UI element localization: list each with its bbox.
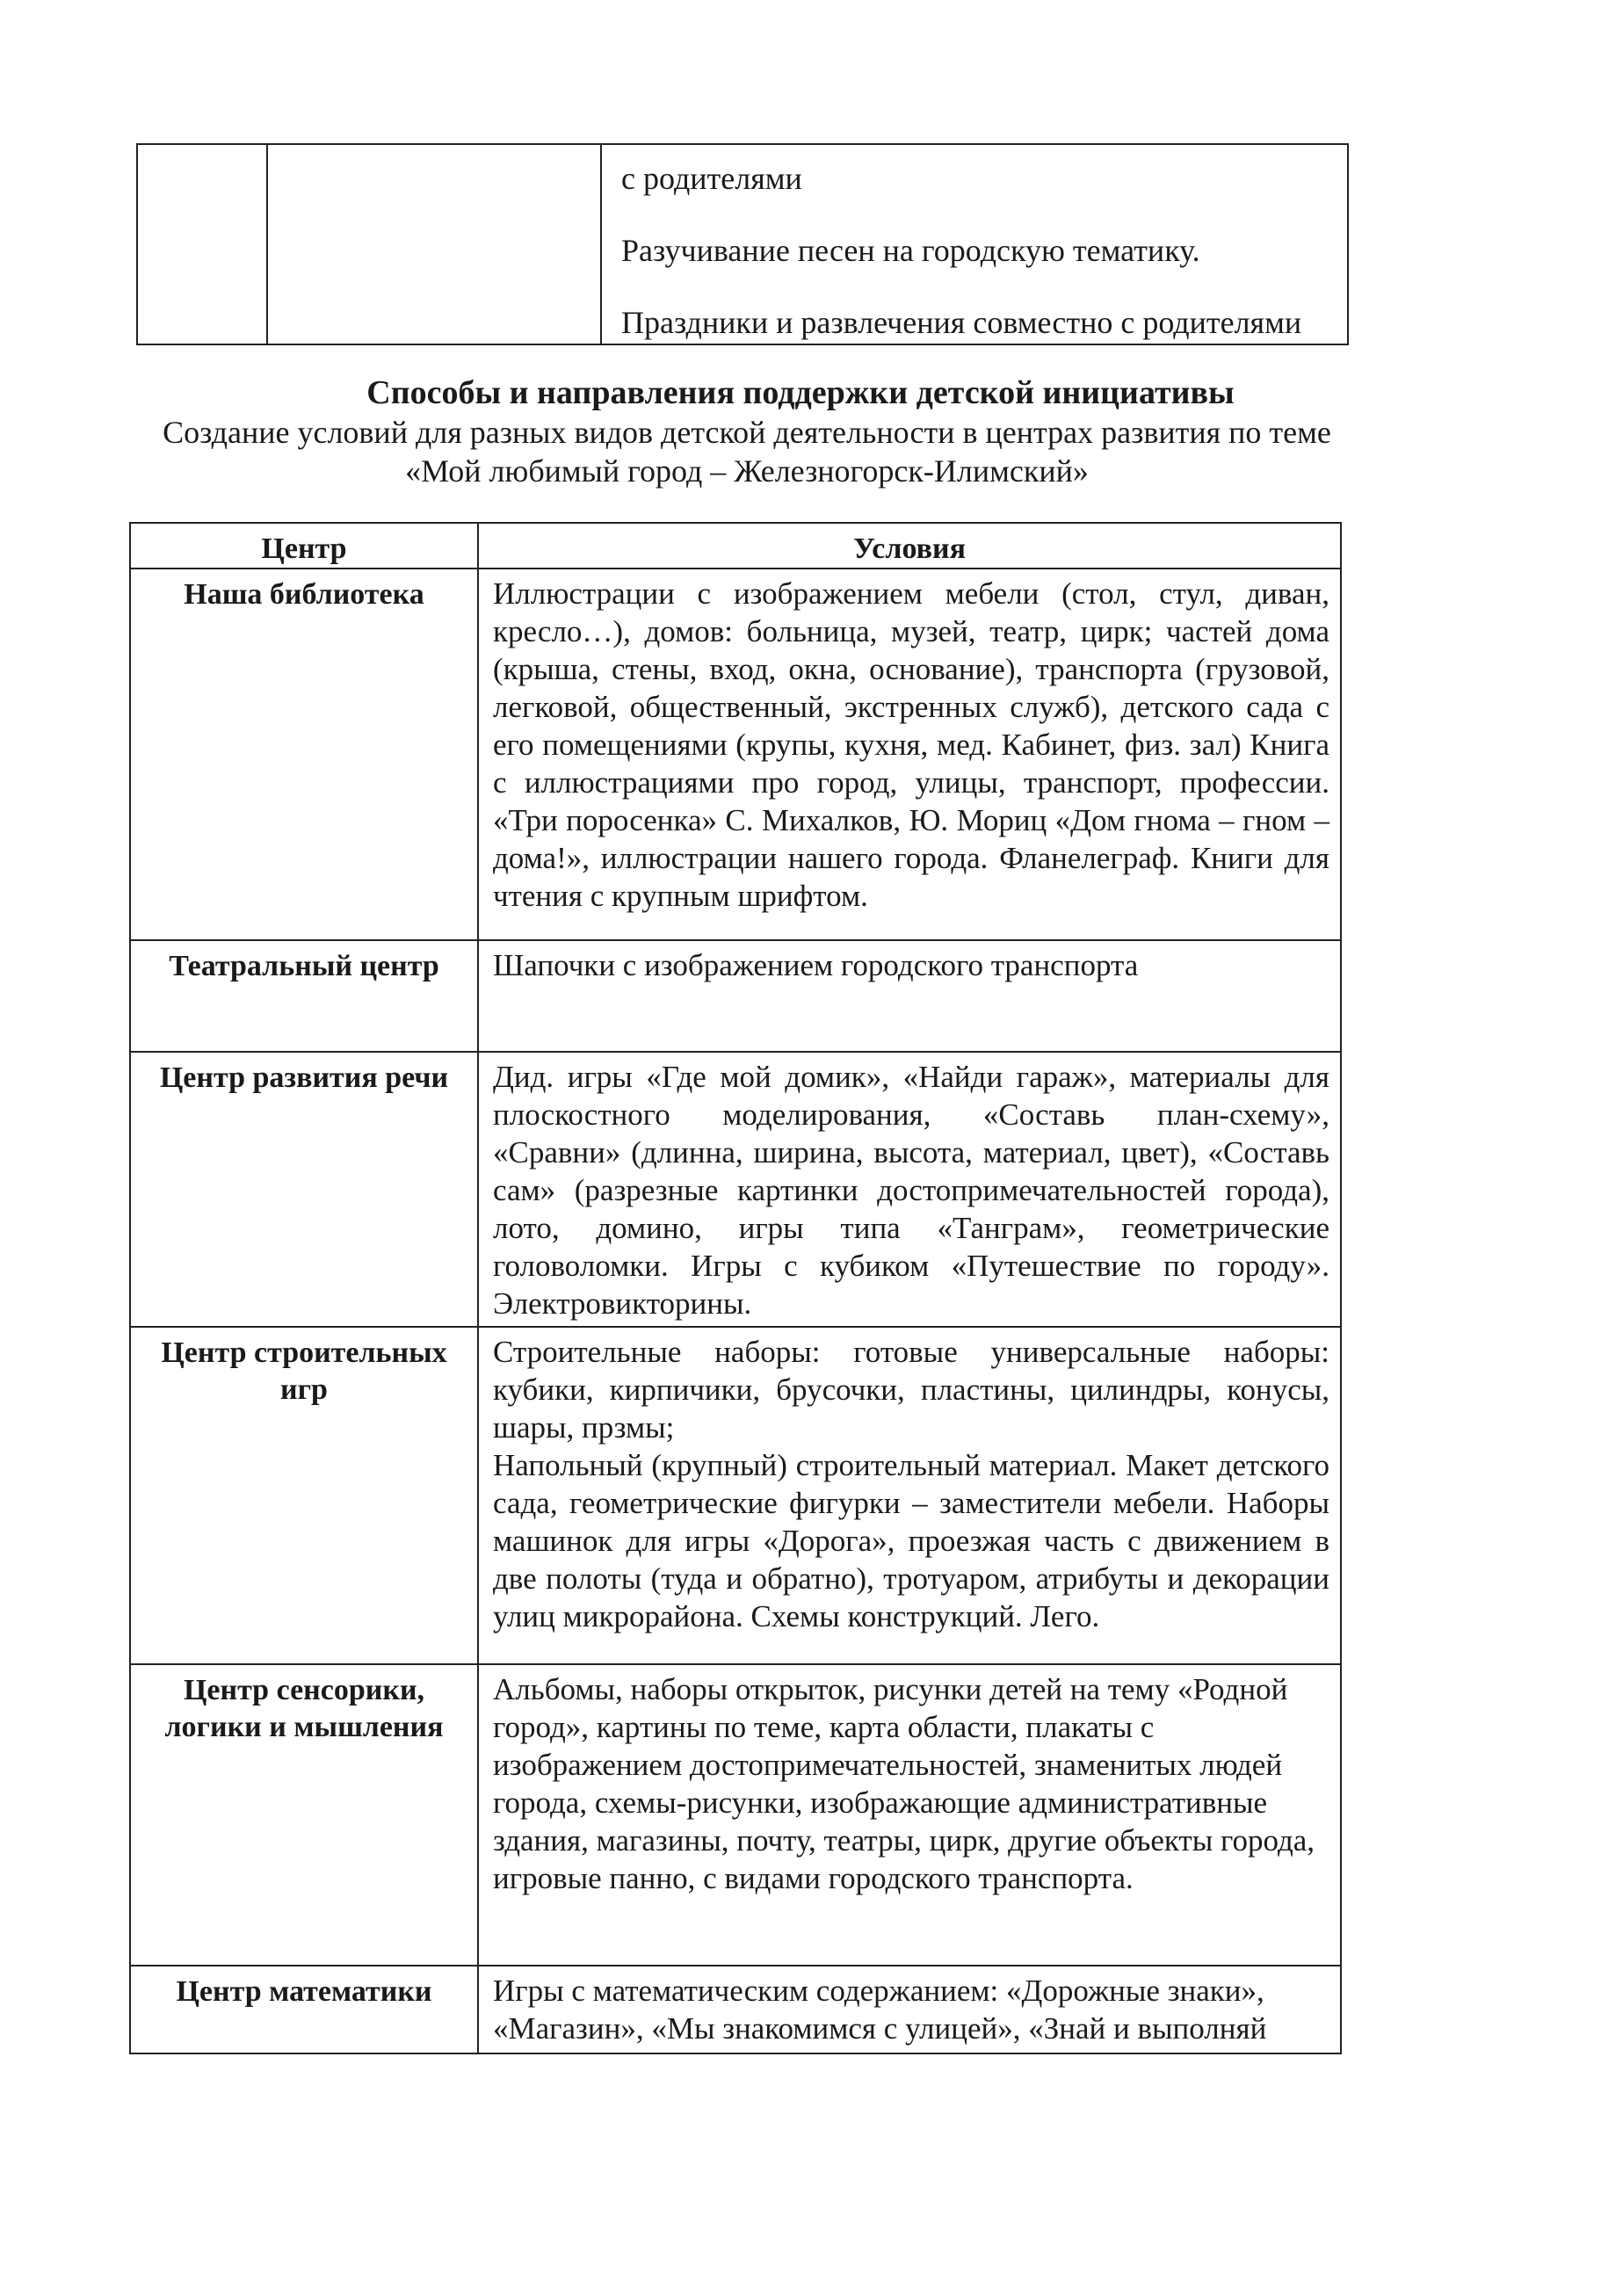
center-name: Центр математики xyxy=(130,1966,478,2053)
header-conditions: Условия xyxy=(478,523,1341,569)
table-header-row xyxy=(130,523,1341,569)
center-name: Центр развития речи xyxy=(130,1052,478,1327)
center-name: Центр строительных игр xyxy=(130,1327,478,1664)
conditions-paragraph: Строительные наборы: готовые универсальные наборы: кубики, кирпичики, брусочки, пластины, цилиндры, конусы, шары, прзмы; xyxy=(493,1335,1329,1445)
continuation-line: с родителями xyxy=(621,161,802,196)
continuation-line: Праздники и развлечения совместно с родителями xyxy=(621,305,1302,340)
empty-cell xyxy=(267,144,601,344)
continuation-line: Разучивание песен на городскую тематику. xyxy=(621,233,1200,268)
table-row xyxy=(130,569,1341,940)
table-row xyxy=(130,940,1341,1052)
continuation-cell xyxy=(601,144,1348,344)
conditions-paragraph: Напольный (крупный) строительный материал. Макет детского сада, геометрические фигурки – заместители мебели. Наборы машинок для игры «Дорога», проезжая часть с движением в две полоты (туда и обратно), тротуаром, атрибуты и декорации улиц микрорайона. Схемы конструкций. Лего. xyxy=(493,1448,1329,1633)
center-conditions xyxy=(478,1327,1341,1664)
center-name: Центр сенсорики, логики и мышления xyxy=(130,1664,478,1966)
center-conditions: Игры с математическим содержанием: «Дорожные знаки», «Магазин», «Мы знакомимся с улицей», «Знай и выполняй xyxy=(478,1966,1341,2053)
table-row xyxy=(130,1664,1341,1966)
empty-cell xyxy=(137,144,267,344)
header-center: Центр xyxy=(130,523,478,569)
center-conditions: Шапочки с изображением городского транспорта xyxy=(478,940,1341,1052)
continuation-table xyxy=(136,143,1349,345)
center-name: Наша библиотека xyxy=(130,569,478,940)
center-conditions: Альбомы, наборы открыток, рисунки детей на тему «Родной город», картины по теме, карта области, плакаты с изображением достопримечательностей, знаменитых людей города, схемы-рисунки, изображающие административные здания, магазины, почту, театры, цирк, другие объекты города, игровые панно, с видами городского транспорта. xyxy=(478,1664,1341,1966)
center-name: Театральный центр xyxy=(130,940,478,1052)
center-conditions: Иллюстрации с изображением мебели (стол, стул, диван, кресло…), домов: больница, музей, театр, цирк; частей дома (крыша, стены, вход, окна, основание), транспорта (грузовой, легковой, общественный, экстренных служб), детского сада с его помещениями (крупы, кухня, мед. Кабинет, физ. зал) Книга с иллюстрациями про город, улицы, транспорт, профессии. «Три поросенка» С. Михалков, Ю. Мориц «Дом гнома – гном – дома!», иллюстрации нашего города. Фланелеграф. Книги для чтения с крупным шрифтом. xyxy=(478,569,1341,940)
table-row xyxy=(130,1052,1341,1327)
section-subtitle: Создание условий для разных видов детской деятельности в центрах развития по теме «Мой любимый город – Железногорск-Илимский» xyxy=(163,415,1331,489)
table-row xyxy=(130,1966,1341,2053)
table-row xyxy=(130,1327,1341,1664)
centers-table xyxy=(129,522,1342,2054)
section-title: Способы и направления поддержки детской инициативы xyxy=(366,374,1235,411)
center-conditions: Дид. игры «Где мой домик», «Найди гараж», материалы для плоскостного моделирования, «Составь план-схему», «Сравни» (длинна, ширина, высота, материал, цвет), «Составь сам» (разрезные картинки достопримечательностей города), лото, домино, игры типа «Танграм», геометрические головоломки. Игры с кубиком «Путешествие по городу». Электровикторины. xyxy=(478,1052,1341,1327)
